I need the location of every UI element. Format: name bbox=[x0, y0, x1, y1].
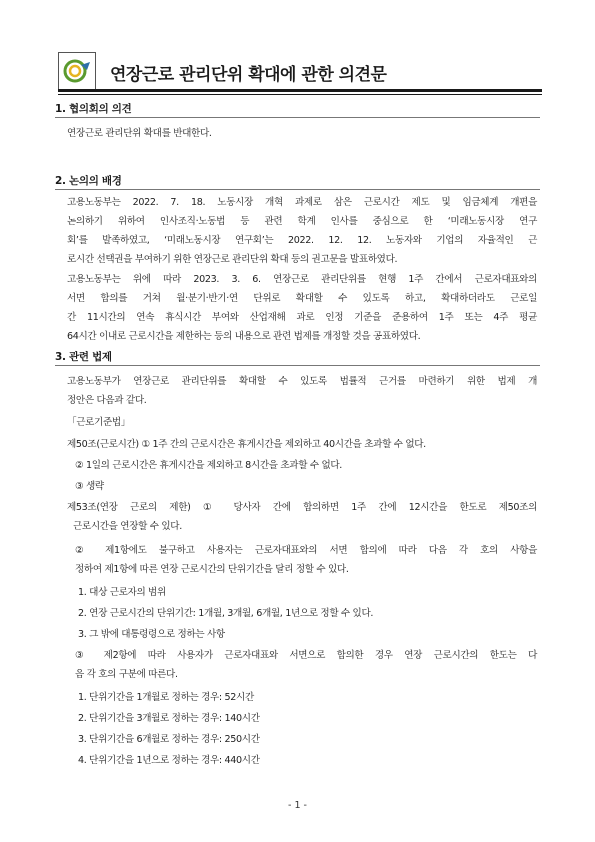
text-line: 정안은 다음과 같다. bbox=[67, 395, 147, 406]
text-line: 서면 합의를 거쳐 월·분기·반기·연 단위로 확대할 수 있도록 하고, 확대하더라도 근로일 bbox=[67, 293, 537, 304]
text-line: 회’를 발족하였고, ‘미래노동시장 연구회’는 2022. 12. 12. 노동자와 기업의 자율적인 근 bbox=[67, 235, 537, 246]
section-heading-1: 1. 협의회의 의견 bbox=[55, 103, 132, 115]
section-divider-2 bbox=[55, 189, 540, 190]
title-rule bbox=[58, 89, 542, 92]
background-paragraph-2 bbox=[67, 270, 537, 346]
law-intro bbox=[67, 372, 537, 410]
page-number: - 1 - bbox=[288, 800, 307, 811]
article-50-3: ③ 생략 bbox=[75, 481, 104, 492]
page-title: 연장근로 관리단위 확대에 관한 의견문 bbox=[110, 65, 387, 85]
logo-icon bbox=[58, 52, 96, 90]
list-item: 2. 연장 근로시간의 단위기간: 1개월, 3개월, 6개월, 1년으로 정할 수 있다. bbox=[78, 608, 374, 619]
text-line: 논의하기 위하여 인사조직·노동법 등 관련 학계 인사를 중심으로 한 ‘미래노동시장 연구 bbox=[67, 216, 537, 227]
text-line: 음 각 호의 구분에 따른다. bbox=[75, 669, 178, 680]
article-53-1 bbox=[67, 498, 537, 536]
section-heading-2: 2. 논의의 배경 bbox=[55, 175, 122, 187]
list-item: 2. 단위기간을 3개월로 정하는 경우: 140시간 bbox=[78, 713, 260, 724]
opinion-text: 연장근로 관리단위 확대를 반대한다. bbox=[67, 128, 212, 139]
list-item: 4. 단위기간을 1년으로 정하는 경우: 440시간 bbox=[78, 755, 260, 766]
law-title: 「근로기준법」 bbox=[67, 417, 131, 428]
text-line: 제53조(연장 근로의 제한) ① 당사자 간에 합의하면 1주 간에 12시간을 한도로 제50조의 bbox=[67, 502, 537, 513]
text-line: 근로시간을 연장할 수 있다. bbox=[73, 521, 182, 532]
section-divider-1 bbox=[55, 117, 540, 118]
article-50-1: 제50조(근로시간) ① 1주 간의 근로시간은 휴게시간을 제외하고 40시간을 초과할 수 없다. bbox=[67, 439, 426, 450]
text-line: ③ 제2항에 따라 사용자가 근로자대표와 서면으로 합의한 경우 연장 근로시간의 한도는 다 bbox=[75, 650, 537, 661]
text-line: ② 제1항에도 불구하고 사용자는 근로자대표와의 서면 합의에 따라 다음 각 호의 사항을 bbox=[75, 545, 537, 556]
article-53-2 bbox=[75, 541, 537, 579]
text-line: 로시간 선택권을 부여하기 위한 연장근로 관리단위 확대 등의 권고문을 발표하였다. bbox=[67, 254, 398, 265]
text-line: 정하여 제1항에 따른 연장 근로시간의 단위기간을 달리 정할 수 있다. bbox=[75, 564, 349, 575]
list-item: 3. 단위기간을 6개월로 정하는 경우: 250시간 bbox=[78, 734, 260, 745]
title-block bbox=[58, 52, 542, 92]
section-divider-3 bbox=[55, 365, 540, 366]
article-50-2: ② 1일의 근로시간은 휴게시간을 제외하고 8시간을 초과할 수 없다. bbox=[75, 460, 342, 471]
title-rule-thin bbox=[58, 94, 542, 95]
text-line: 고용노동부가 연장근로 관리단위를 확대할 수 있도록 법률적 근거를 마련하기 위한 법제 개 bbox=[67, 376, 537, 387]
background-paragraph-1 bbox=[67, 193, 537, 269]
text-line: 고용노동부는 2022. 7. 18. 노동시장 개혁 과제로 삼은 근로시간 제도 및 임금체계 개편을 bbox=[67, 197, 537, 208]
list-item: 1. 단위기간을 1개월로 정하는 경우: 52시간 bbox=[78, 692, 254, 703]
article-53-3 bbox=[75, 646, 537, 684]
list-item: 3. 그 밖에 대통령령으로 정하는 사항 bbox=[78, 629, 225, 640]
text-line: 간 11시간의 연속 휴식시간 부여와 산업재해 과로 인정 기준을 준용하여 1주 또는 4주 평균 bbox=[67, 312, 537, 323]
text-line: 고용노동부는 위에 따라 2023. 3. 6. 연장근로 관리단위를 현행 1주 간에서 근로자대표와의 bbox=[67, 274, 537, 285]
text-line: 64시간 이내로 근로시간을 제한하는 등의 내용으로 관련 법제를 개정할 것을 공표하였다. bbox=[67, 331, 421, 342]
section-heading-3: 3. 관련 법제 bbox=[55, 351, 112, 363]
list-item: 1. 대상 근로자의 범위 bbox=[78, 587, 166, 598]
